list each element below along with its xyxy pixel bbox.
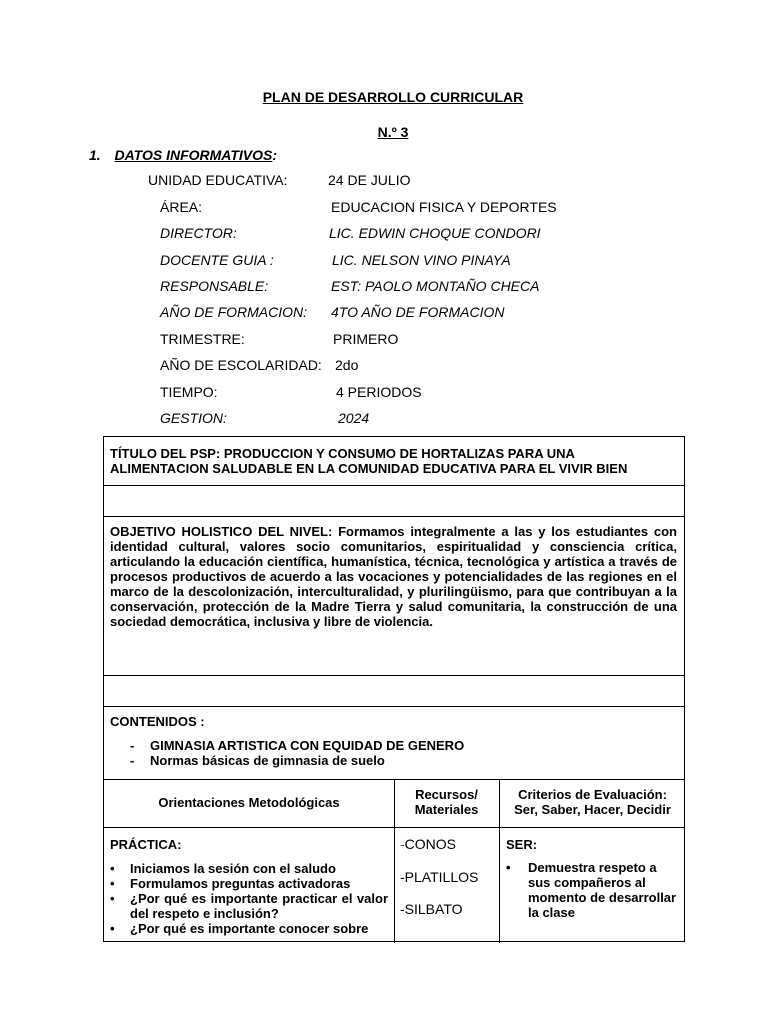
ser-list — [504, 860, 679, 920]
resource-item: -SILBATO — [400, 901, 463, 917]
col-header-criteria-line: Ser, Saber, Hacer, Decidir — [514, 802, 671, 817]
info-value-gestion: 2024 — [338, 410, 370, 426]
info-label-unidad: UNIDAD EDUCATIVA: — [148, 172, 288, 188]
info-value-docente: LIC. NELSON VINO PINAYA — [332, 252, 511, 268]
row-divider — [104, 516, 684, 517]
list-item: • ¿Por qué es importante practicar el valor del respeto e inclusión? — [108, 891, 388, 921]
col-header-criteria-line: Criterios de Evaluación: — [518, 787, 667, 802]
info-label-gestion: GESTION: — [160, 410, 227, 426]
resource-label: CONOS — [404, 836, 457, 852]
info-value-trimestre: PRIMERO — [333, 331, 399, 347]
list-item: • ¿Por qué es importante conocer sobre — [108, 921, 388, 936]
col-header-resources-line: Materiales — [414, 802, 479, 817]
col-header-resources-line: Recursos/ — [415, 787, 478, 802]
section-colon: : — [272, 147, 278, 163]
info-label-trimestre: TRIMESTRE: — [160, 331, 245, 347]
contents-heading: CONTENIDOS : — [110, 714, 205, 729]
info-value-responsable: EST: PAOLO MONTAÑO CHECA — [331, 278, 540, 294]
document-number: N.º 3 — [377, 124, 409, 140]
info-label-formacion: AÑO DE FORMACION: — [160, 304, 308, 320]
info-value-director: LIC. EDWIN CHOQUE CONDORI — [329, 225, 541, 241]
col-header-criteria — [499, 787, 686, 817]
list-item: - Normas básicas de gimnasia de suelo — [128, 753, 668, 768]
info-label-responsable: RESPONSABLE: — [160, 278, 269, 294]
info-label-docente: DOCENTE GUIA : — [160, 252, 274, 268]
practice-heading: PRÁCTICA: — [110, 837, 182, 852]
section-number: 1. — [89, 147, 101, 163]
resource-item: -PLATILLOS — [400, 869, 479, 885]
list-item: • Formulamos preguntas activadoras — [108, 876, 388, 891]
section-title: DATOS INFORMATIVOS — [114, 147, 273, 163]
col-header-methodology: Orientaciones Metodológicas — [158, 795, 340, 810]
holistic-objective: OBJETIVO HOLISTICO DEL NIVEL: Formamos integralmente a las y los estudiantes con identidad cultural, valores socio comunitarios, espiritualidad y consciencia crítica, articulando la educación científica, humanística, técnica, tecnológica y artística a través de procesos productivos de acuerdo a las vocaciones y potencialidades de las regiones en el marco de la descolonización, interculturalidad, y plurilingüismo, para que contribuyan a la conservación, protección de la Madre Tierra y salud comunitaria, la construcción de una sociedad democrática, inclusiva y libre de violencia. — [110, 524, 677, 629]
ser-heading: SER: — [506, 837, 538, 852]
practice-list — [108, 861, 388, 936]
info-value-tiempo: 4 PERIODOS — [336, 384, 422, 400]
row-divider — [104, 485, 684, 486]
info-label-escolaridad: AÑO DE ESCOLARIDAD: — [160, 357, 322, 373]
psp-title-line: ALIMENTACION SALUDABLE EN LA COMUNIDAD EDUCATIVA PARA EL VIVIR BIEN — [110, 461, 628, 476]
info-label-director: DIRECTOR: — [160, 225, 237, 241]
list-item: • Iniciamos la sesión con el saludo — [108, 861, 388, 876]
info-label-area: ÁREA: — [160, 199, 203, 215]
list-item: - GIMNASIA ARTISTICA CON EQUIDAD DE GENERO — [128, 738, 668, 753]
section-heading — [89, 147, 277, 163]
row-divider — [104, 675, 684, 676]
info-value-unidad: 24 DE JULIO — [328, 172, 411, 188]
resource-item — [400, 836, 456, 852]
list-item: • Demuestra respeto a sus compañeros al momento de desarrollar la clase — [504, 860, 679, 920]
info-value-formacion: 4TO AÑO DE FORMACION — [331, 304, 505, 320]
psp-title-line: TÍTULO DEL PSP: PRODUCCION Y CONSUMO DE HORTALIZAS PARA UNA — [110, 446, 575, 461]
info-label-tiempo: TIEMPO: — [160, 384, 218, 400]
plan-table — [103, 436, 685, 942]
info-value-escolaridad: 2do — [335, 357, 359, 373]
col-header-resources — [394, 787, 499, 817]
info-value-area: EDUCACION FISICA Y DEPORTES — [331, 199, 557, 215]
resource-dash: - — [400, 836, 405, 852]
psp-title — [110, 446, 682, 476]
row-divider — [104, 706, 684, 707]
contents-list — [128, 738, 668, 768]
document-title: PLAN DE DESARROLLO CURRICULAR — [262, 89, 524, 105]
